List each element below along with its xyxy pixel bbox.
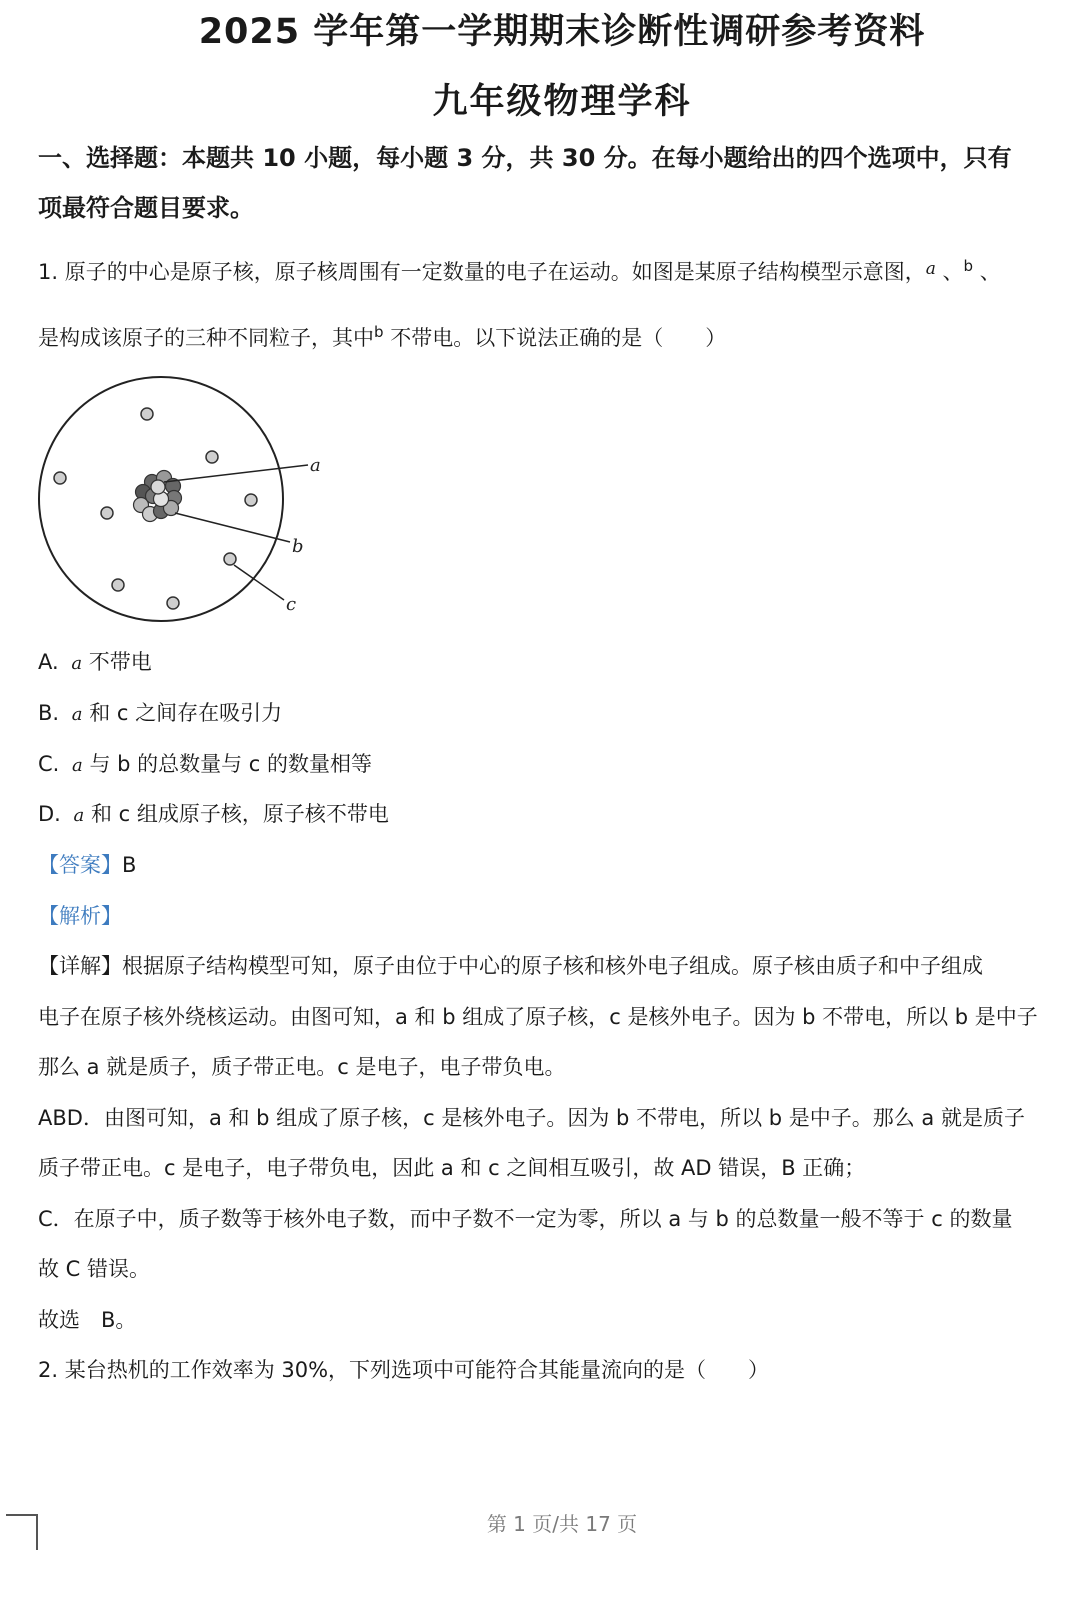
option-text: 和 c 组成原子核，原子核不带电: [90, 802, 389, 826]
electron: [224, 553, 236, 565]
option-symbol: a: [73, 805, 85, 826]
q2-stem: 2. 某台热机的工作效率为 30%，下列选项中可能符合其能量流向的是（ ）: [38, 1358, 770, 1382]
option-letter: C.: [38, 752, 60, 776]
atom-structure-figure: [30, 372, 330, 632]
option-symbol: a: [71, 704, 83, 725]
q1-c-line1: C．在原子中，质子数等于核外电子数，而中子数不一定为零，所以 a 与 b 的总数量一般不等于 c 的数量: [38, 1207, 1013, 1231]
detail-label: 【详解】: [38, 954, 122, 978]
document-title: 2025 学年第一学期期末诊断性调研参考资料: [198, 12, 926, 52]
electron: [167, 597, 179, 609]
q1-analysis-label: 【解析】: [38, 904, 122, 928]
answer-value: B: [122, 853, 137, 877]
electron: [245, 494, 257, 506]
option-letter: A.: [38, 650, 59, 674]
q1-detail-line1: [38, 950, 983, 980]
section-heading-line1: 一、选择题：本题共 10 小题，每小题 3 分，共 30 分。在每小题给出的四个选项中，只有: [38, 144, 1012, 172]
option-text: 与 b 的总数量与 c 的数量相等: [89, 752, 373, 776]
q1-option-d: [38, 798, 389, 828]
q1-c-line2: 故 C 错误。: [38, 1257, 151, 1281]
q1-conclusion: 故选 B。: [38, 1308, 137, 1332]
q1-symbol-b: b: [963, 257, 974, 275]
q1-symbol-a: a: [925, 259, 936, 279]
page-number: 第 1 页/共 17 页: [486, 1512, 638, 1536]
option-symbol: a: [72, 755, 83, 776]
q1-separator: 、: [979, 260, 1001, 284]
q1-option-b: [38, 697, 282, 727]
nucleon: [151, 480, 165, 494]
section-heading-line2: 项最符合题目要求。: [38, 194, 254, 222]
label-b-leader: [175, 513, 290, 542]
q1-abd-line2: 质子带正电。c 是电子，电子带负电，因此 a 和 c 之间相互吸引，故 AD 错误，B 正确；: [38, 1156, 866, 1180]
q1-detail-line2: 电子在原子核外绕核运动。由图可知，a 和 b 组成了原子核，c 是核外电子。因为 b 不带电，所以 b 是中子: [38, 1005, 1038, 1029]
q1-stem-line1: [38, 256, 1001, 286]
q1-symbol-b: b: [374, 323, 384, 341]
q1-stem-text: 不带电。以下说法正确的是（ ）: [390, 326, 727, 350]
electron: [101, 507, 113, 519]
q1-stem-text: 是构成该原子的三种不同粒子，其中: [38, 326, 374, 350]
figure-label-a: a: [310, 455, 321, 476]
option-letter: B.: [38, 701, 60, 725]
option-letter: D.: [38, 802, 61, 826]
q1-abd-line1: ABD．由图可知，a 和 b 组成了原子核，c 是核外电子。因为 b 不带电，所以 b 是中子。那么 a 就是质子: [38, 1106, 1025, 1130]
q1-option-c: [38, 748, 372, 778]
q1-detail-line3: 那么 a 就是质子，质子带正电。c 是电子，电子带负电。: [38, 1055, 566, 1079]
q1-separator: 、: [942, 260, 964, 284]
electron: [206, 451, 218, 463]
q1-stem-line2: [38, 322, 726, 352]
q1-answer: [38, 849, 136, 879]
figure-label-b: b: [292, 536, 304, 557]
electron: [54, 472, 66, 484]
label-a-leader: [164, 465, 308, 482]
option-text: 不带电: [88, 650, 152, 674]
figure-label-c: c: [286, 594, 297, 615]
document-subtitle: 九年级物理学科: [432, 82, 692, 122]
electron: [141, 408, 153, 420]
option-symbol: a: [71, 653, 83, 674]
q1-option-a: [38, 646, 152, 676]
detail-text: 根据原子结构模型可知，原子由位于中心的原子核和核外电子组成。原子核由质子和中子组成: [122, 954, 983, 978]
electron: [112, 579, 124, 591]
nucleus: [134, 471, 182, 522]
option-text: 和 c 之间存在吸引力: [89, 701, 283, 725]
q1-stem-text: 1. 原子的中心是原子核，原子核周围有一定数量的电子在运动。如图是某原子结构模型示意图，: [38, 260, 926, 284]
answer-label: 【答案】: [38, 853, 122, 877]
